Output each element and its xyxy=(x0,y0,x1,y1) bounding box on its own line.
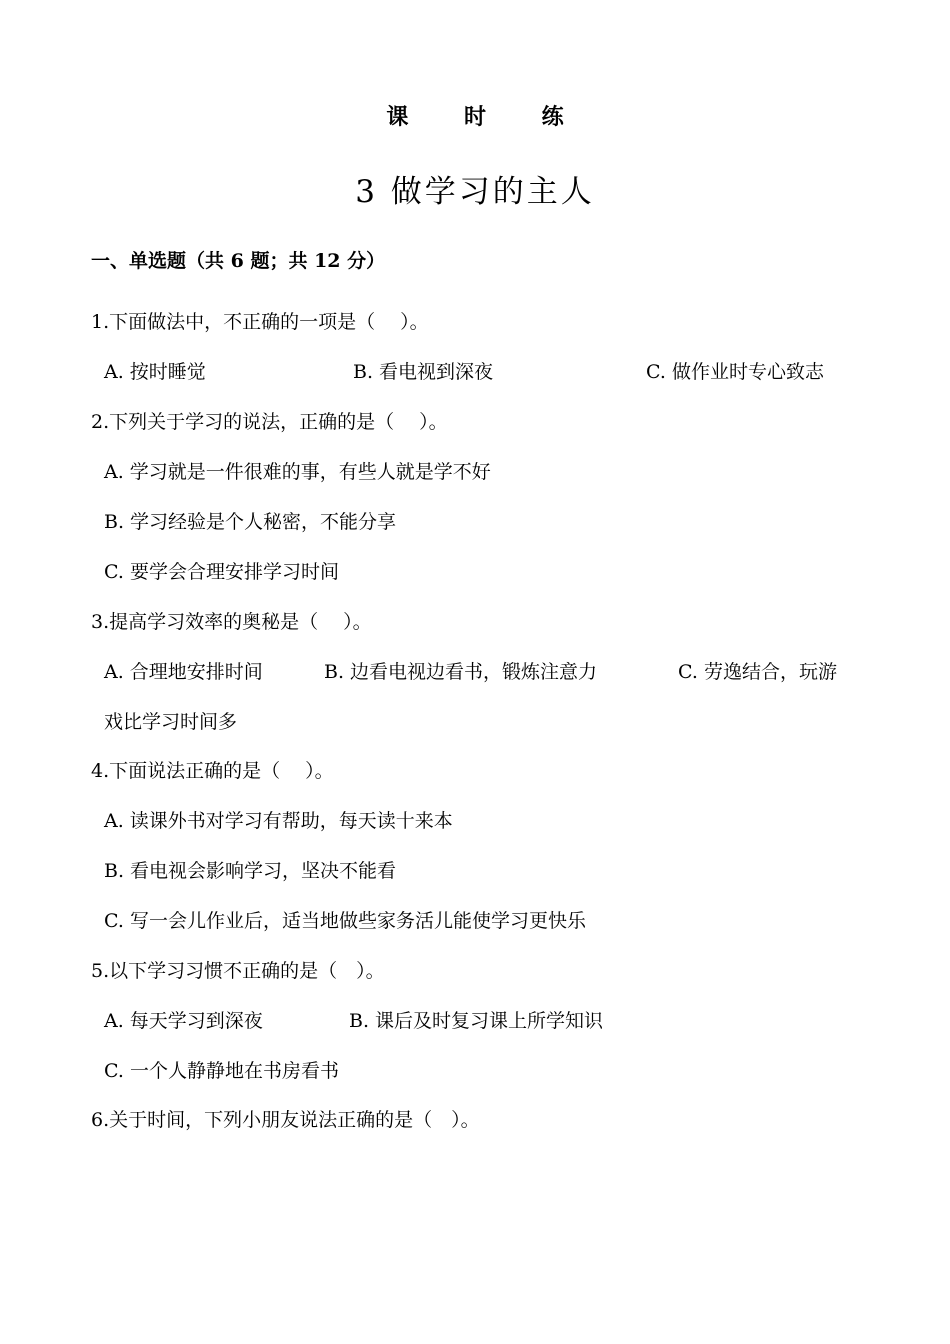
question-option: A. 合理地安排时间 xyxy=(104,661,263,683)
question-option: B. 边看电视边看书，锻炼注意力 xyxy=(324,661,598,683)
question-stem: 2.下列关于学习的说法，正确的是（ ）。 xyxy=(91,411,448,433)
question-stem: 6.关于时间，下列小朋友说法正确的是（ ）。 xyxy=(91,1109,480,1131)
question-option: A. 读课外书对学习有帮助，每天读十来本 xyxy=(104,810,453,832)
question-option: C. 劳逸结合，玩游 xyxy=(678,661,837,683)
question-option: A. 按时睡觉 xyxy=(104,361,206,383)
question-stem: 1.下面做法中，不正确的一项是（ ）。 xyxy=(91,311,429,333)
question-option: C. 要学会合理安排学习时间 xyxy=(104,561,339,583)
question-option: C. 写一会儿作业后，适当地做些家务活儿能使学习更快乐 xyxy=(104,910,586,932)
question-option: C. 一个人静静地在书房看书 xyxy=(104,1060,339,1082)
question-option: C. 做作业时专心致志 xyxy=(646,361,824,383)
page-header: 课 时 练 xyxy=(386,104,588,130)
question-option-continuation: 戏比学习时间多 xyxy=(104,711,238,733)
page-title: 3 做学习的主人 xyxy=(355,174,595,210)
question-stem: 3.提高学习效率的奥秘是（ ）。 xyxy=(91,611,372,633)
question-option: A. 学习就是一件很难的事，有些人就是学不好 xyxy=(104,461,491,483)
question-stem: 5.以下学习习惯不正确的是（ ）。 xyxy=(91,960,385,982)
question-stem: 4.下面说法正确的是（ ）。 xyxy=(91,760,334,782)
question-option: B. 学习经验是个人秘密，不能分享 xyxy=(104,511,397,533)
section-heading: 一、单选题（共 6 题；共 12 分） xyxy=(91,250,386,272)
question-option: B. 看电视到深夜 xyxy=(353,361,494,383)
question-option: B. 课后及时复习课上所学知识 xyxy=(349,1010,604,1032)
question-option: A. 每天学习到深夜 xyxy=(104,1010,263,1032)
question-option: B. 看电视会影响学习，坚决不能看 xyxy=(104,860,397,882)
